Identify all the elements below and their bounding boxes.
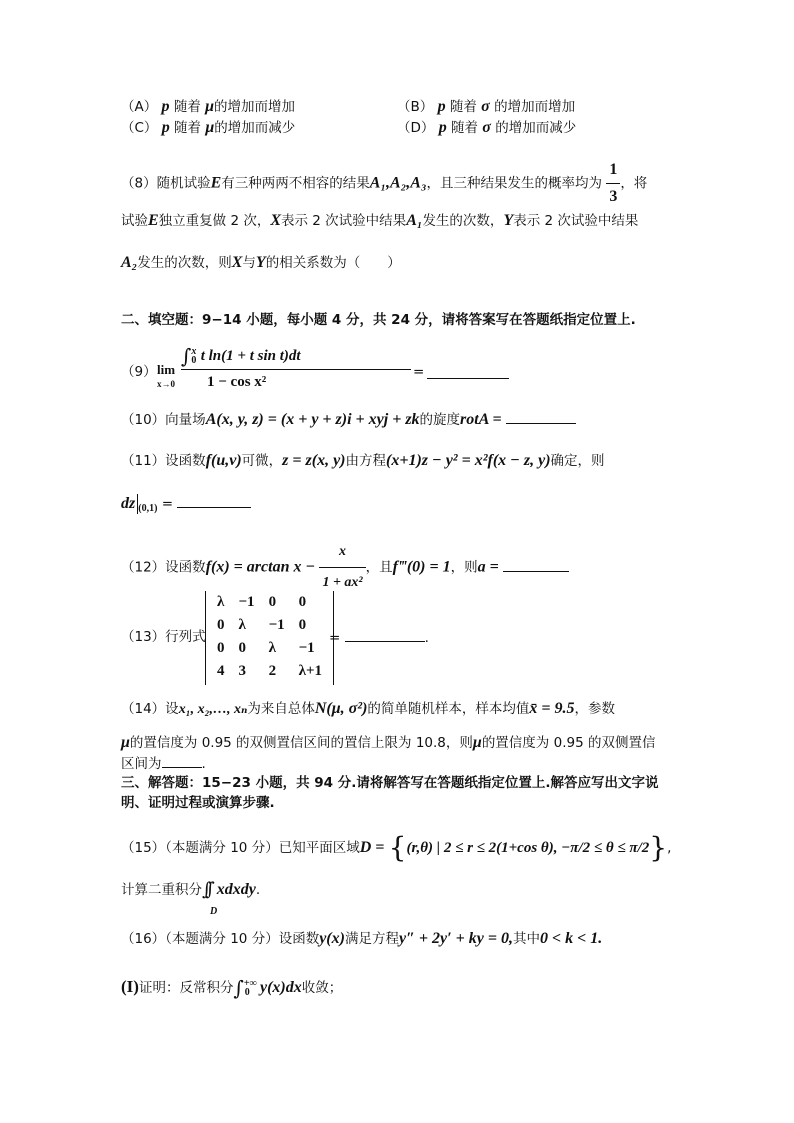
question-15-line-2: 计算二重积分∫∫ xdxdy. D [121,879,261,917]
question-14-line-3: 区间为 . [121,753,206,774]
question-8-line-1: （8）随机试验E有三种两两不相容的结果A₁,A₂,A₃，且三种结果发生的概率均为 $\frac{1}{3}$ ，将 [121,157,647,210]
section-3-heading-line-1: 三、解答题：15−23 小题，共 94 分.请将解答写在答题纸指定位置上.解答应写出文字说 [121,775,659,791]
matrix-cell: −1 [298,640,315,656]
question-13-answer: = . [329,627,429,648]
determinant-matrix [205,591,334,685]
question-11-line-2: dz $_{(0,1)}$ = [121,493,251,519]
question-14-line-2: μ的置信度为 0.95 的双侧置信区间的置信上限为 10.8，则μ的置信度为 0.95 的双侧置信 [121,734,656,751]
question-10: （10）向量场A(x, y, z) = (x + y + z)i + xyj + zk的旋度rotA = [121,409,576,430]
matrix-cell: 3 [238,663,246,679]
fraction-bar [181,369,411,370]
matrix-cell: 0 [217,617,225,633]
matrix-cell: −1 [238,594,255,610]
section-3-heading-line-2: 明、证明过程或演算步骤. [121,795,275,811]
right-brace: } [649,831,668,864]
answer-blank-9[interactable] [427,364,509,379]
matrix-row [210,591,329,614]
question-8-line-2: 试验E独立重复做 2 次，X表示 2 次试验中结果A₁发生的次数，Y表示 2 次试验中结果 [121,212,639,229]
question-8-line-3: A₂发生的次数，则X与Y的相关系数为（ ） [121,254,401,271]
question-16-line-1: （16）（本题满分 10 分）设函数y(x)满足方程y″ + 2y′ + ky = 0,其中0 < k < 1. [121,930,603,947]
answer-blank-12[interactable] [503,557,569,572]
question-14-line-1: （14）设x₁, x₂,…, xₙ为来自总体N(μ, σ²)的简单随机样本，样本均值x̄ = 9.5，参数 [121,700,616,717]
question-16-part-1: (I)证明：反常积分$\int^{+\infty}_0$ y(x)dx收敛； [121,976,343,1000]
matrix-cell: −1 [268,617,285,633]
matrix-cell: λ [268,640,276,656]
answer-blank-13[interactable] [345,627,425,642]
matrix-row [210,660,329,683]
answer-blank-10[interactable] [506,409,576,424]
matrix-cell: 2 [268,663,277,679]
matrix-cell: 0 [268,594,277,610]
matrix-row [210,614,329,637]
determinant-table [210,591,329,683]
q9-fraction: ∫$^x_0$ t ln(1 + t sin t)dt [181,344,301,368]
left-brace: { [388,831,407,864]
matrix-cell: 0 [217,640,225,656]
matrix-cell: 4 [217,663,225,679]
option-d: （D） p 随着 σ 的增加而减少 [397,119,577,136]
answer-blank-11[interactable] [177,493,251,508]
answer-blank-14[interactable] [162,753,202,768]
matrix-row [210,637,329,660]
question-11-line-1: （11）设函数f(u,v)可微，z = z(x, y)由方程(x+1)z − y² = x²f(x − z, y)确定，则 [121,452,605,469]
matrix-cell: λ [217,594,225,610]
option-c: （C） p 随着 μ的增加而减少 [121,119,296,136]
matrix-cell: 0 [238,640,246,656]
matrix-cell: λ+1 [298,663,323,679]
double-integral-sign: ∫∫ [202,879,209,900]
section-2-heading: 二、填空题：9−14 小题，每小题 4 分，共 24 分，请将答案写在答题纸指定位置上. [121,312,636,328]
question-12: （12）设函数f(x) = arctan x − $\frac{x}{\text{1 + ax²}}$ ，且f‴(0) = 1，则a = [121,537,569,598]
fraction-one-third: $\frac{1}{3}$ [606,157,620,210]
matrix-cell: 0 [298,617,307,633]
integral-sign: ∫ [233,976,244,1000]
option-b: （B） p 随着 σ 的增加而增加 [397,98,576,115]
integral-sign: ∫ [181,344,192,368]
question-15-line-1: （15）（本题满分 10 分）已知平面区域D = {(r,θ) | 2 ≤ r ≤ 2(1+cos θ), −π/2 ≤ θ ≤ π/2}, [121,831,672,864]
fraction-x-over-1-plus-ax2: $\frac{x}{\text{1 + ax²}}$ [319,537,365,598]
option-a: （A） p 随着 μ的增加而增加 [121,98,296,115]
matrix-cell: 0 [298,594,307,610]
matrix-cell: λ [238,617,246,633]
question-13-label: （13）行列式 [121,629,206,645]
